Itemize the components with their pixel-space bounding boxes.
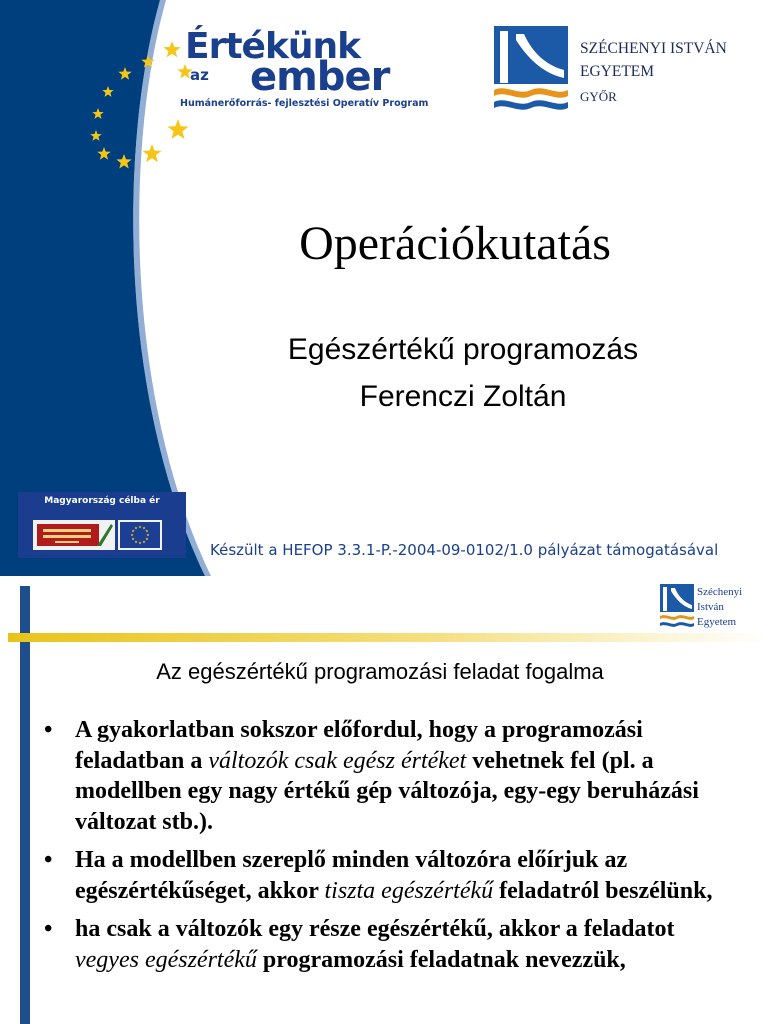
star-icon — [90, 130, 101, 141]
nfh-logo — [33, 520, 115, 550]
small-logo-line2: István — [697, 601, 724, 613]
left-accent-bar — [20, 586, 30, 1024]
slide-subtitle: Egészértékű programozás — [287, 333, 639, 366]
bullet-emphasis: változók csak egész értéket — [208, 747, 467, 774]
badge-text: Magyarország célba ér — [44, 496, 160, 506]
small-logo-line1: Széchenyi — [697, 586, 743, 598]
definition-bullet-list — [44, 715, 744, 983]
gold-divider-line — [8, 633, 768, 642]
university-name-line2: EGYETEM — [580, 63, 655, 80]
bullet-marker: • — [44, 916, 53, 942]
star-icon — [168, 119, 189, 139]
bullet-text: Ha a modellben szereplő minden változóra előírjuk az egészértékűséget, akkor — [75, 847, 628, 904]
bullet-text: A gyakorlatban sokszor előfordul, hogy a programozási feladatban a — [75, 717, 643, 774]
bullet-marker: • — [44, 847, 53, 873]
small-logo-line3: Egyetem — [697, 616, 737, 628]
bullet-item — [44, 845, 744, 906]
star-icon — [143, 144, 162, 162]
bullet-text: ha csak a változók egy része egészértékű, akkor a feladatot — [75, 916, 675, 942]
bullet-emphasis: vegyes egészértékű — [75, 946, 257, 973]
bullet-item — [44, 715, 744, 837]
bullet-item — [44, 914, 744, 975]
star-icon — [102, 86, 113, 97]
logo-word-az: az — [190, 66, 209, 84]
bullet-marker: • — [44, 717, 53, 743]
szechenyi-small-logo — [660, 584, 768, 632]
university-city: GYŐR — [580, 89, 617, 104]
star-icon — [163, 41, 180, 57]
bullet-text: feladatról beszélünk, — [493, 877, 713, 904]
star-icon — [92, 108, 103, 119]
szechenyi-university-logo — [494, 26, 754, 116]
eu-flag-icon — [118, 520, 162, 550]
content-slide — [0, 576, 768, 1024]
logo-program-name: Humánerőforrás- fejlesztési Operatív Program — [180, 98, 429, 109]
university-small-emblem-icon — [660, 584, 696, 630]
star-icon — [116, 154, 131, 169]
magyarorszag-celba-er-badge — [18, 492, 186, 558]
bullet-text: vehetnek fel (pl. a modellben egy nagy értékű gép változója, egy-egy beruházási változat stb.). — [75, 747, 699, 835]
funding-footer: Készült a HEFOP 3.3.1-P.-2004-09-0102/1.0 pályázat támogatásával — [210, 541, 719, 559]
slide-author: Ferenczi Zoltán — [359, 380, 567, 413]
humanerőforras-logo — [180, 26, 429, 116]
star-icon — [97, 147, 110, 160]
logo-word-ertekunk: Értékünk — [185, 26, 361, 67]
star-icon — [118, 67, 131, 80]
bullet-text: programozási feladatnak nevezzük, — [256, 946, 626, 973]
logo-word-ember: ember — [250, 54, 390, 100]
content-slide-title: Az egészértékű programozási feladat fogalma — [156, 659, 604, 684]
bullet-emphasis: tiszta egészértékű — [324, 877, 494, 904]
university-name-line1: SZÉCHENYI ISTVÁN — [580, 40, 727, 57]
university-emblem-icon — [494, 26, 570, 114]
star-icon — [141, 55, 154, 68]
slide-title: Operációkutatás — [299, 217, 611, 270]
